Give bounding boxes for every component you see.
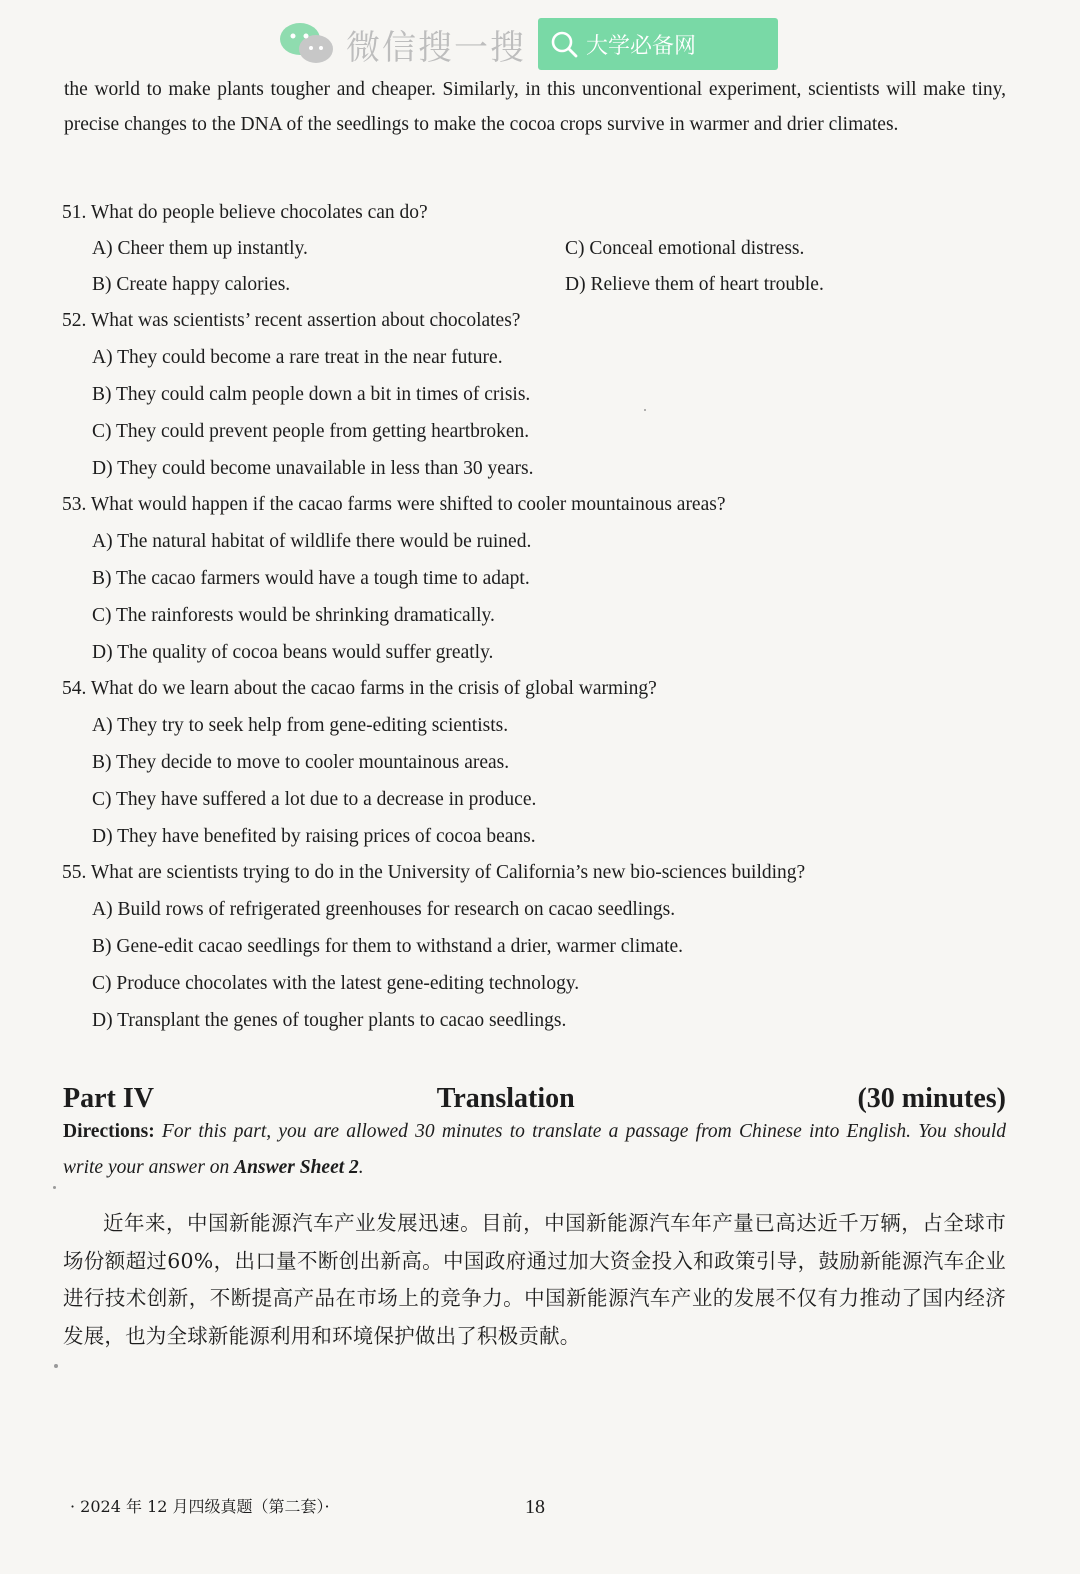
question-list — [62, 195, 1022, 1039]
scan-speck — [54, 1364, 58, 1368]
scan-speck — [53, 1186, 56, 1189]
option-b: B) Create happy calories. — [92, 274, 291, 295]
option-b: B) They could calm people down a bit in times of crisis. — [92, 384, 531, 405]
option-b: B) Gene-edit cacao seedlings for them to withstand a drier, warmer climate. — [92, 936, 684, 957]
watermark-search-box — [538, 18, 778, 70]
question-54 — [62, 671, 1022, 855]
answer-sheet-name: Answer Sheet 2 — [234, 1157, 359, 1178]
option-c: C) Produce chocolates with the latest gene-editing technology. — [92, 973, 580, 994]
passage-continuation — [64, 72, 1006, 142]
option-d: D) They have benefited by raising prices of cocoa beans. — [92, 826, 536, 847]
option-c: C) Conceal emotional distress. — [565, 238, 805, 259]
watermark-text: 微信搜一搜 — [346, 27, 526, 68]
passage-text: the world to make plants tougher and cheaper. Similarly, in this unconventional experiment, scientists will make tiny, precise changes to the DNA of the seedlings to make the cocoa crops survive in warmer and drier climates. — [64, 79, 1006, 135]
question-stem: 51. What do people believe chocolates can do? — [62, 202, 428, 223]
option-a: A) The natural habitat of wildlife there would be ruined. — [92, 531, 532, 552]
wechat-logo-icon — [278, 21, 336, 67]
option-c: C) They have suffered a lot due to a decrease in produce. — [92, 789, 537, 810]
option-c: C) The rainforests would be shrinking dramatically. — [92, 605, 495, 626]
question-51 — [62, 195, 1022, 303]
option-d: D) Transplant the genes of tougher plants to cacao seedlings. — [92, 1010, 567, 1031]
directions — [63, 1114, 1006, 1186]
option-grid — [62, 231, 1022, 303]
part-number: Part IV — [63, 1083, 154, 1114]
directions-end: . — [358, 1157, 364, 1178]
page-number: 18 — [525, 1496, 545, 1518]
directions-label: Directions: — [63, 1121, 155, 1142]
watermark-search-label: 大学必备网 — [586, 33, 697, 59]
option-a: A) Cheer them up instantly. — [92, 238, 308, 259]
search-icon — [550, 30, 578, 58]
option-b: B) They decide to move to cooler mountainous areas. — [92, 752, 510, 773]
directions-text: For this part, you are allowed 30 minutes to translate a passage from Chinese into English. You should write your answer on — [63, 1121, 1006, 1178]
option-d: D) Relieve them of heart trouble. — [565, 274, 824, 295]
question-stem: 55. What are scientists trying to do in the University of California’s new bio-sciences building? — [62, 862, 806, 883]
option-c: C) They could prevent people from getting heartbroken. — [92, 421, 530, 442]
wechat-search-watermark — [278, 18, 778, 70]
option-a: A) They could become a rare treat in the near future. — [92, 347, 503, 368]
option-a: A) Build rows of refrigerated greenhouses for research on cacao seedlings. — [92, 899, 676, 920]
part-title: Translation — [436, 1083, 575, 1114]
option-a: A) They try to seek help from gene-editing scientists. — [92, 715, 509, 736]
translation-passage: 近年来，中国新能源汽车产业发展迅速。目前，中国新能源汽车年产量已高达近千万辆，占全球市场份额超过60%，出口量不断创出新高。中国政府通过加大资金投入和政策引导，鼓励新能源汽车企业进行技术创新，不断提高产品在市场上的竞争力。中国新能源汽车产业的发展不仅有力推动了国内经济发展，也为全球新能源利用和环境保护做出了积极贡献。 — [63, 1211, 1006, 1348]
question-stem: 54. What do we learn about the cacao farms in the crisis of global warming? — [62, 678, 657, 699]
question-52 — [62, 303, 1022, 487]
question-53 — [62, 487, 1022, 671]
option-b: B) The cacao farmers would have a tough time to adapt. — [92, 568, 530, 589]
part-time: (30 minutes) — [857, 1083, 1006, 1114]
exam-label: · 2024 年 12 月四级真题（第二套）· — [70, 1497, 330, 1516]
option-d: D) The quality of cocoa beans would suffer greatly. — [92, 642, 494, 663]
question-stem: 52. What was scientists’ recent assertion about chocolates? — [62, 310, 521, 331]
option-d: D) They could become unavailable in less than 30 years. — [92, 458, 534, 479]
question-stem: 53. What would happen if the cacao farms were shifted to cooler mountainous areas? — [62, 494, 726, 515]
question-55 — [62, 855, 1022, 1039]
scan-speck — [644, 409, 646, 411]
